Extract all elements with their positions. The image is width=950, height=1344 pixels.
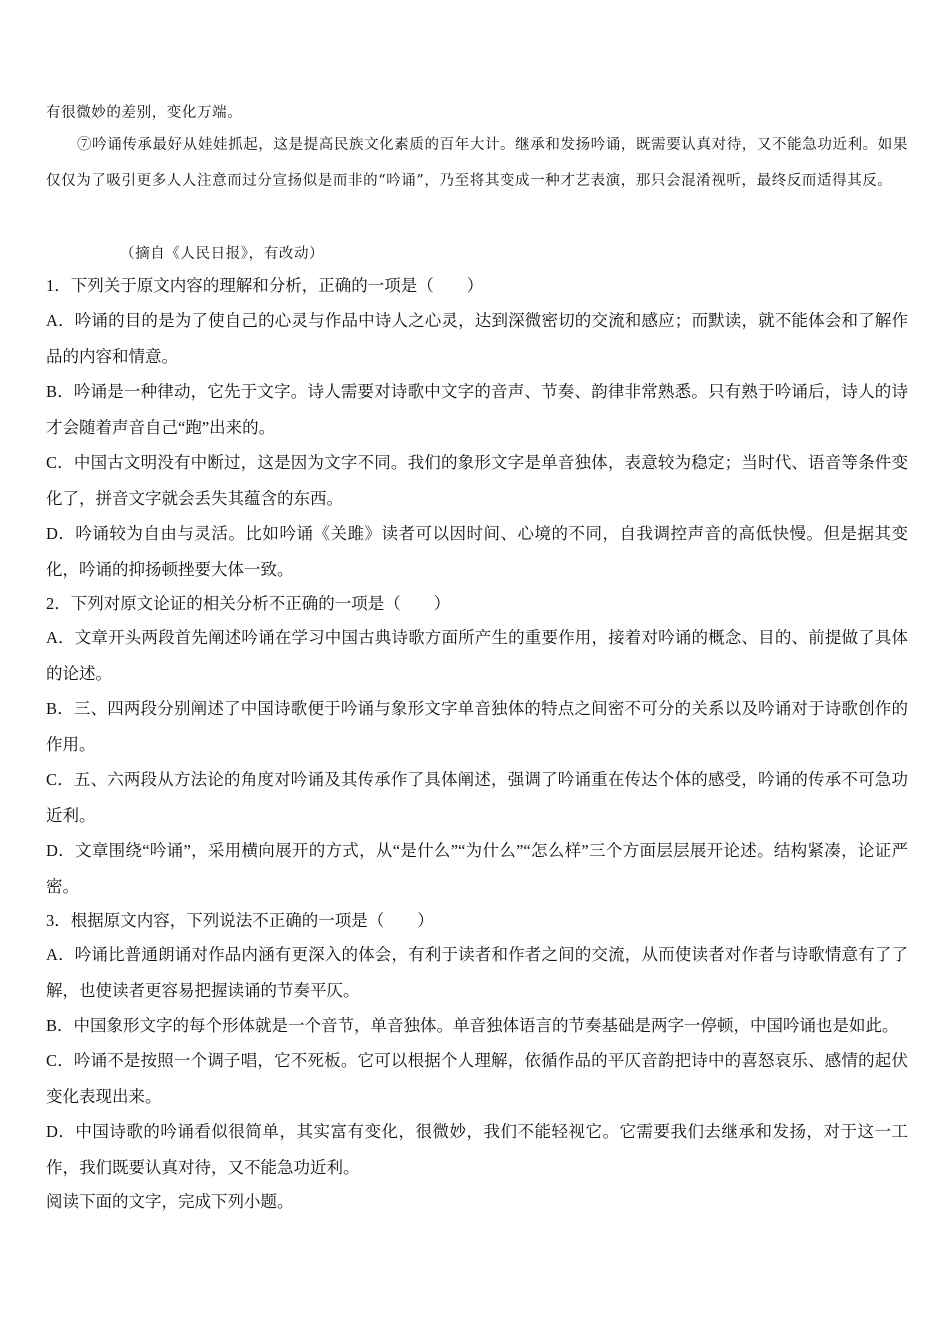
question-1-option-b: B．吟诵是一种律动，它先于文字。诗人需要对诗歌中文字的音声、节奏、韵律非常熟悉。只有熟于吟诵后，诗人的诗才会随着声音自己“跑”出来的。 <box>46 382 908 437</box>
next-section-instruction: 阅读下面的文字，完成下列小题。 <box>46 1192 294 1211</box>
question-1-option-d: D．吟诵较为自由与灵活。比如吟诵《关雎》读者可以因时间、心境的不同，自我调控声音的高低快慢。但是据其变化，吟诵的抑扬顿挫要大体一致。 <box>46 524 908 579</box>
passage-source: （摘自《人民日报》，有改动） <box>120 246 325 262</box>
question-2-option-b: B．三、四两段分别阐述了中国诗歌便于吟诵与象形文字单音独体的特点之间密不可分的关系以及吟诵对于诗歌创作的作用。 <box>46 699 908 754</box>
question-2-option-c: C．五、六两段从方法论的角度对吟诵及其传承作了具体阐述，强调了吟诵重在传达个体的感受，吟诵的传承不可急功近利。 <box>46 770 908 825</box>
question-3-option-d: D．中国诗歌的吟诵看似很简单，其实富有变化，很微妙，我们不能轻视它。它需要我们去继承和发扬，对于这一工作，我们既要认真对待，又不能急功近利。 <box>46 1122 908 1177</box>
question-3-option-c: C．吟诵不是按照一个调子唱，它不死板。它可以根据个人理解，依循作品的平仄音韵把诗中的喜怒哀乐、感情的起伏变化表现出来。 <box>46 1051 908 1106</box>
question-3-option-a: A．吟诵比普通朗诵对作品内涵有更深入的体会，有利于读者和作者之间的交流，从而使读者对作者与诗歌情意有了了解，也使读者更容易把握读诵的节奏平仄。 <box>46 945 908 1000</box>
question-3-option-b: B．中国象形文字的每个形体就是一个音节，单音独体。单音独体语言的节奏基础是两字一停顿，中国吟诵也是如此。 <box>46 1016 899 1035</box>
question-2-stem: 2．下列对原文论证的相关分析不正确的一项是（ ） <box>46 594 451 613</box>
question-3-stem: 3．根据原文内容，下列说法不正确的一项是（ ） <box>46 911 434 930</box>
passage-paragraph-7: ⑦吟诵传承最好从娃娃抓起，这是提高民族文化素质的百年大计。继承和发扬吟诵，既需要认真对待，又不能急功近利。如果仅仅为了吸引更多人人注意而过分宣扬似是而非的“吟诵”，乃至将其变成一种才艺表演，那只会混淆视听，最终反而适得其反。 <box>46 137 908 189</box>
passage-paragraph-6-tail: 有很微妙的差别，变化万端。 <box>46 105 243 121</box>
question-1-stem: 1．下列关于原文内容的理解和分析，正确的一项是（ ） <box>46 276 484 295</box>
question-1-option-c: C．中国古文明没有中断过，这是因为文字不同。我们的象形文字是单音独体，表意较为稳定；当时代、语音等条件变化了，拼音文字就会丢失其蕴含的东西。 <box>46 453 908 508</box>
question-2-option-a: A．文章开头两段首先阐述吟诵在学习中国古典诗歌方面所产生的重要作用，接着对吟诵的概念、目的、前提做了具体的论述。 <box>46 628 908 683</box>
question-1-option-a: A．吟诵的目的是为了使自己的心灵与作品中诗人之心灵，达到深微密切的交流和感应；而默读，就不能体会和了解作品的内容和情意。 <box>46 311 908 366</box>
question-2-option-d: D．文章围绕“吟诵”，采用横向展开的方式，从“是什么”“为什么”“怎么样”三个方面层层展开论述。结构紧凑，论证严密。 <box>46 841 908 896</box>
